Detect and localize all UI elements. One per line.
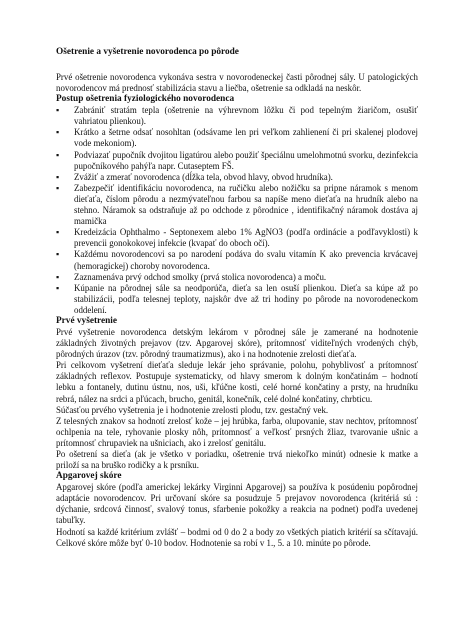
bullet-icon: ▪ <box>56 282 60 293</box>
exam-paragraph: Súčasťou prvého vyšetrenia je i hodnotenie zrelosti plodu, tzv. gestačný vek. <box>56 404 329 415</box>
list-item: ▪ Podviazať pupočník dvojitou ligatúrou alebo použiť špeciálnu umelohmotnú svorku, dezinfekcia pupočníkového pahýľa napr. Cutaseptem FŠ. <box>56 149 418 171</box>
list-item: ▪ Kredeizácia Ophthalmo - Septonexem alebo 1% AgNO3 (podľa ordinácie a podľavyklosti) k prevencii gonokokovej infekcie (kvapať do oboch očí). <box>56 227 418 249</box>
list-item: ▪ Zabrániť stratám tepla (ošetrenie na výhrevnom lôžku či pod tepelným žiaričom, osušiť vahriatou plienkou). <box>56 105 418 127</box>
section-heading-postup: Postup ošetrenia fyziologického novorodenca <box>56 94 235 105</box>
section-heading-apgarovej-skore: Apgarovej skóre <box>56 471 122 482</box>
exam-paragraph: Prvé vyšetrenie novorodenca detským lekárom v pôrodnej sále je zamerané na hodnotenie základných životných prejavov (tzv. Apgarovej skóre), prítomnosť viditeľných vrodených chýb, pôrodných úrazov (tzv. pôrodný traumatizmus), ako i na hodnotenie zrelosti dieťaťa. <box>56 326 418 360</box>
list-item: ▪ Zabezpečiť identifikáciu novorodenca, na ručičku alebo nožičku sa pripne náramok s menom dieťaťa, číslom pôrodu a nezmývateľnou farbou sa napíše meno dieťaťa na hrudník alebo na stehno. Náramok sa odstraňuje až po odchode z pôrodnice , identifikačný náramok dostáva aj mamička <box>56 182 418 227</box>
list-item: ▪ Každému novorodencovi sa po narodení podáva do svalu vitamín K ako prevencia krvácavej (hemoragickej) choroby novorodenca. <box>56 249 418 271</box>
section-heading-prve-vysetrenie: Prvé vyšetrenie <box>56 315 118 326</box>
exam-paragraph: Po ošetrení sa dieťa (ak je všetko v poriadku, ošetrenie trvá niekoľko minút) odnesie k matke a priloží sa na bruško rodičky a k prsníku. <box>56 449 418 471</box>
list-item: ▪ Krátko a šetrne odsať nosohltan (odsávame len pri veľkom zahlienení či pri skalenej plodovej vode mekoniom). <box>56 127 418 149</box>
exam-paragraph: Pri celkovom vyšetrení dieťaťa sleduje lekár jeho správanie, polohu, pohyblivosť a prítomnosť základných reflexov. Postupuje systematicky, od hlavy smerom k dolným končatinám – hodnotí lebku a fontanely, dutinu ústnu, nos, uši, kľúčne kosti, celé horné končatiny a prsty, na hrudníku rebrá, nález na srdci a pľúcach, brucho, genitál, konečník, celé dolné končatiny, chrbticu. <box>56 360 418 404</box>
apgar-paragraph: Apgarovej skóre (podľa americkej lekárky Virginni Apgarovej) sa používa k posúdeniu popôrodnej adaptácie novorodencov. Pri určovaní skóre sa posudzuje 5 prejavov novorodenca (kritériá sú : dýchanie, srdcová činnosť, svalový tonus, sfarbenie pokožky a reakcia na podnet) podľa uvedenej tabuľky. <box>56 482 418 526</box>
bullet-icon: ▪ <box>56 171 60 182</box>
bullet-list <box>56 105 418 316</box>
bullet-icon: ▪ <box>56 249 60 260</box>
intro-paragraph: Prvé ošetrenie novorodenca vykonáva sestra v novorodeneckej časti pôrodnej sály. U patologických novorodencov má prednosť stabilizácia stavu a liečba, ošetrenie sa odkladá na neskôr. <box>56 72 418 94</box>
bullet-icon: ▪ <box>56 271 60 282</box>
exam-paragraph: Z telesných znakov sa hodnotí zrelosť kože – jej hrúbka, farba, olupovanie, stav nechtov, prítomnosť ochlpenia na tele, ryhovanie plosky nôh, prítomnosť a veľkosť prsných žliaz, tvarovanie ušnic a prítomnosť chrupaviek na ušniciach, ako i zrelosť genitálu. <box>56 415 418 448</box>
bullet-icon: ▪ <box>56 227 60 238</box>
bullet-icon: ▪ <box>56 127 60 138</box>
list-item: ▪ Kúpanie na pôrodnej sále sa neodporúča, dieťa sa len osuší plienkou. Dieťa sa kúpe až po stabilizácii, podľa telesnej teploty, najskôr dve až tri hodiny po pôrode na novorodeneckom oddelení. <box>56 282 418 315</box>
list-item: ▪ Zaznamenáva prvý odchod smolky (prvá stolica novorodenca) a moču. <box>56 271 327 282</box>
document-title: Ošetrenie a vyšetrenie novorodenca po pôrode <box>56 47 239 57</box>
apgar-paragraph: Hodnotí sa každé kritérium zvlášť – bodmi od 0 do 2 a body zo všetkých piatich kritérií sa sčítavajú. Celkové skóre môže byť 0-10 bodov. Hodnotenie sa robí v 1., 5. a 10. minúte po pôrode. <box>56 526 418 548</box>
list-item: ▪ Zvážiť a zmerať novorodenca (dĺžka tela, obvod hlavy, obvod hrudníka). <box>56 171 333 182</box>
bullet-icon: ▪ <box>56 149 60 160</box>
bullet-icon: ▪ <box>56 182 60 193</box>
bullet-icon: ▪ <box>56 105 60 116</box>
